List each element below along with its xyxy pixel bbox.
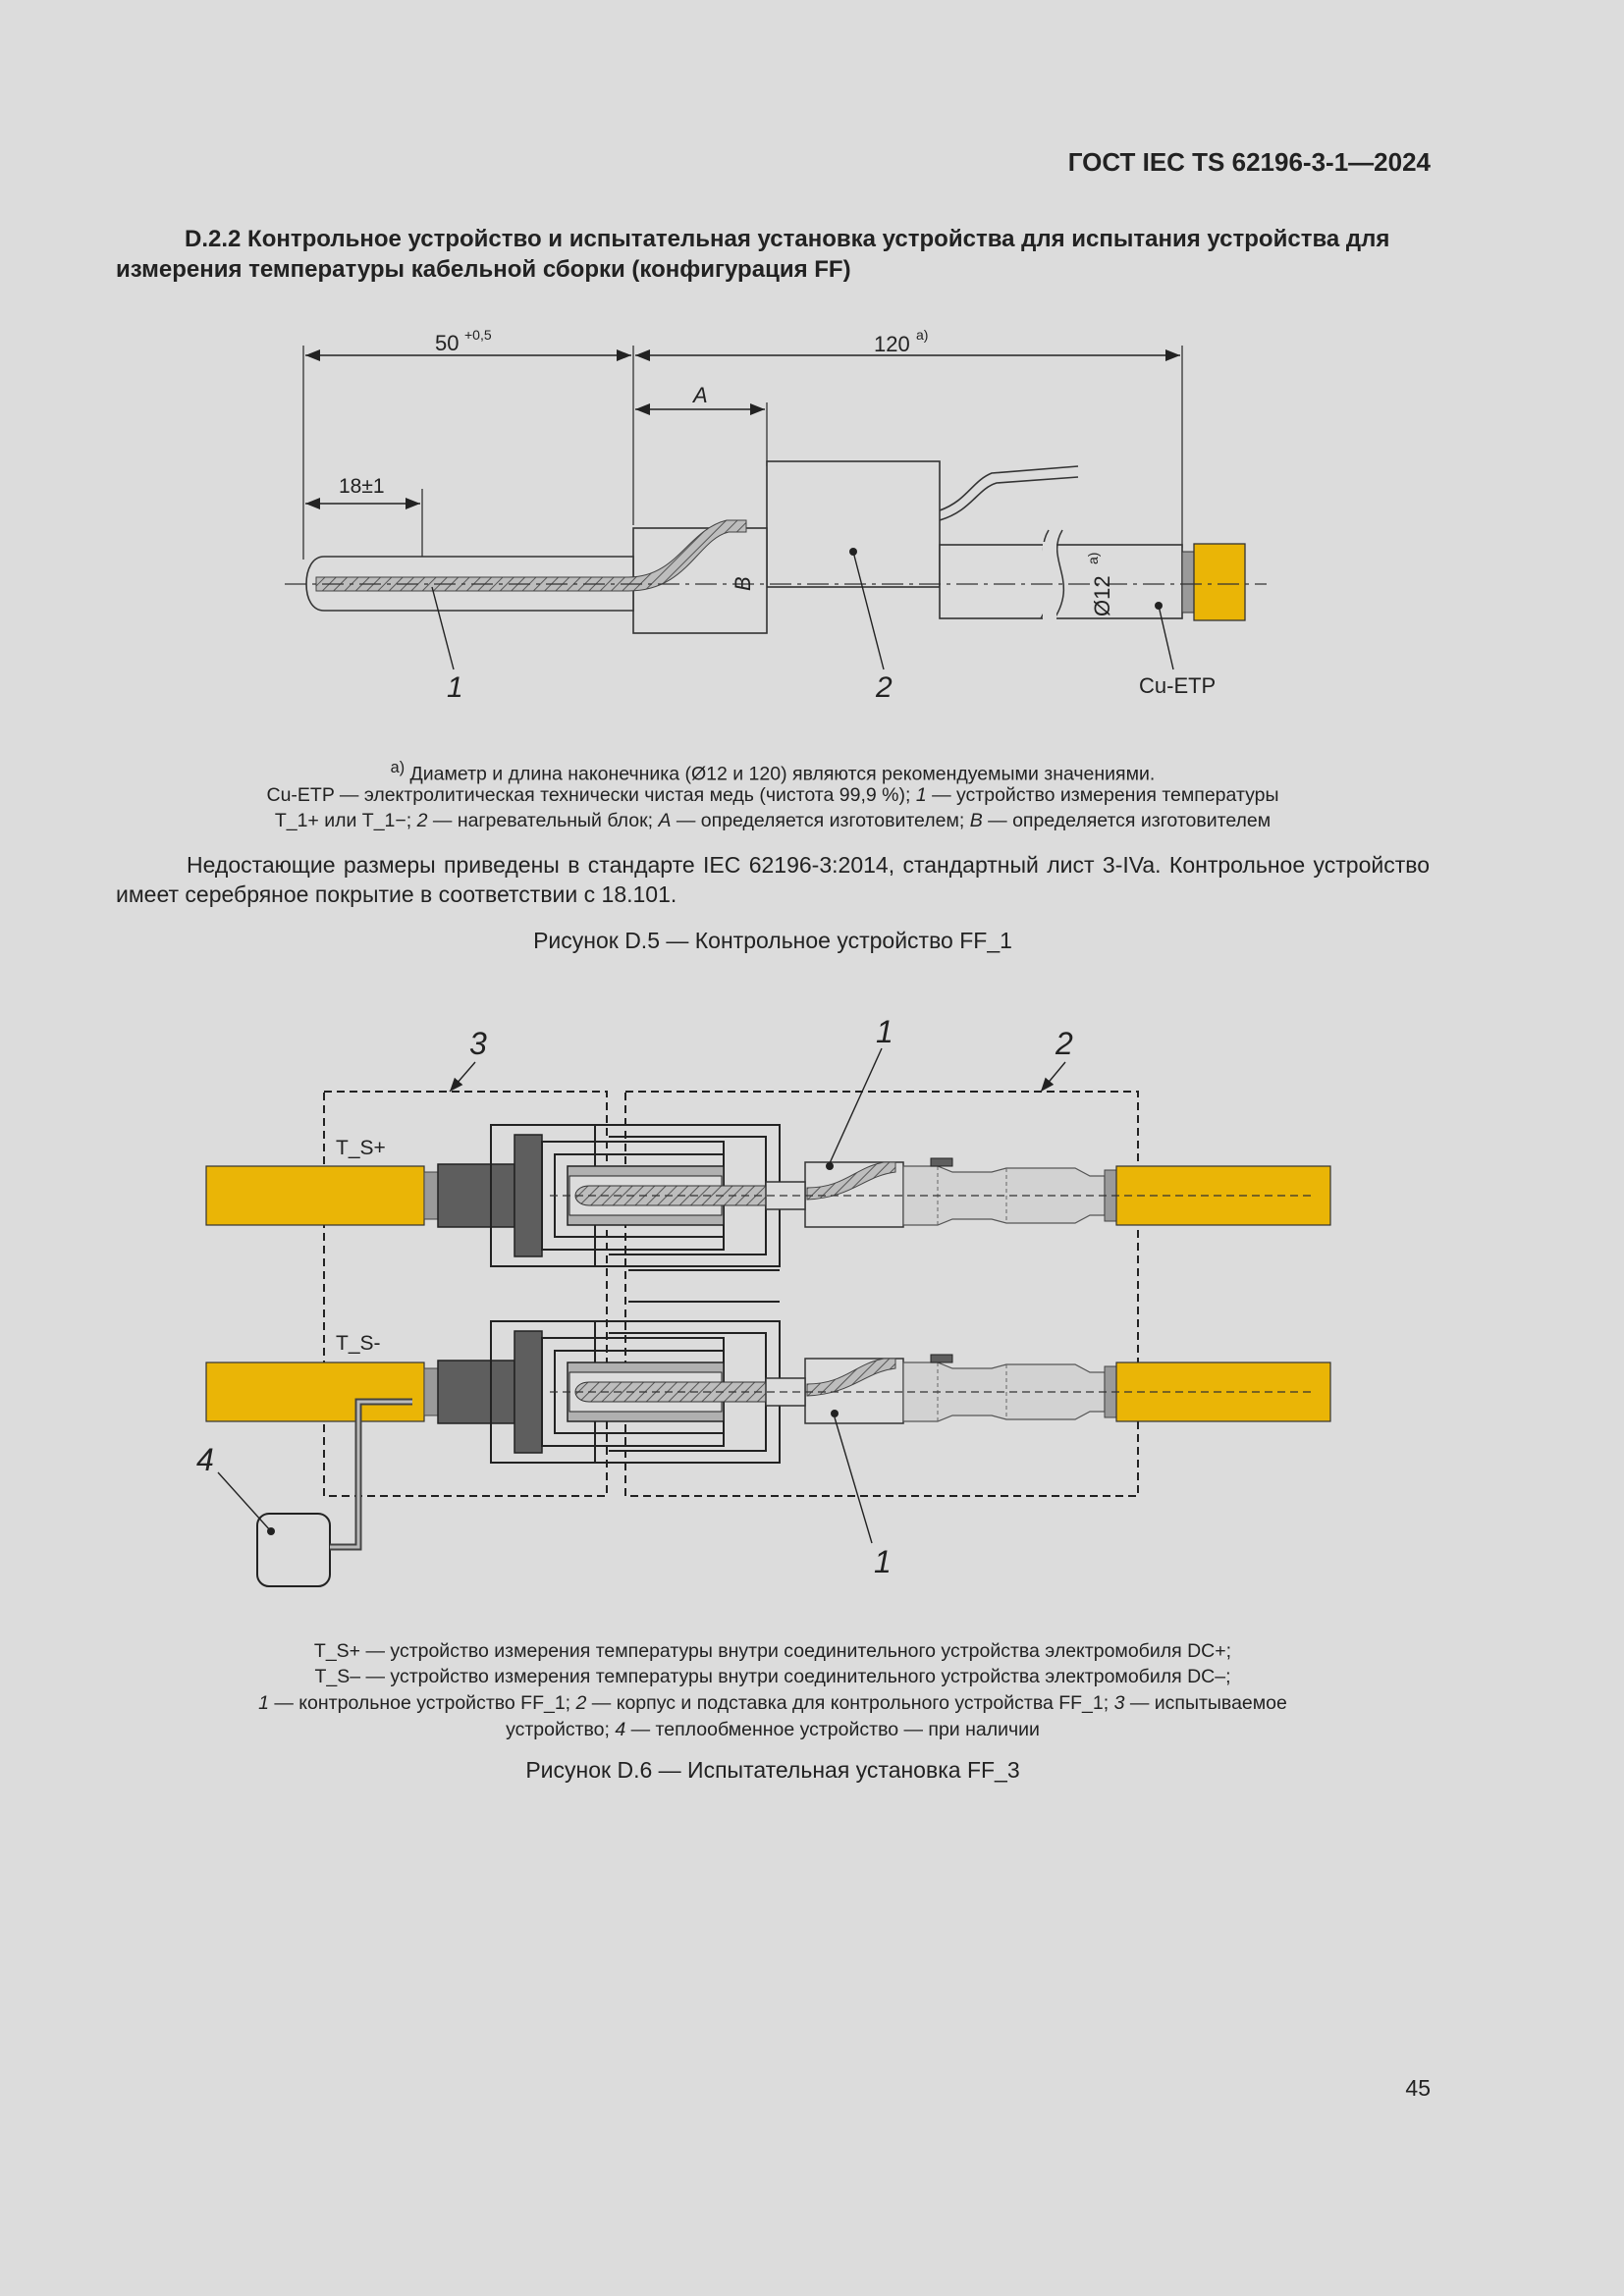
label-1: 1 [447,671,463,704]
legend-text: — устройство измерения температуры [926,784,1279,806]
footnote-text: Диаметр и длина наконечника (Ø12 и 120) являются рекомендуемыми значениями. [409,763,1156,785]
legend-key: 2 [416,810,428,831]
dim-50-tolerance: +0,5 [464,327,492,343]
legend-text: — испытываемое [1124,1692,1287,1714]
section-title: Контрольное устройство и испытательная установка устройства для испытания устройства для измерения температуры кабельной сборки (конфигурация FF) [116,226,1390,283]
figure-d5-legend-line2 [116,807,1430,834]
label-1-bottom: 1 [874,1544,892,1579]
dim-diameter: Ø12 [1090,575,1114,616]
label-ts-minus: T_S- [336,1332,381,1355]
dim-18: 18±1 [339,475,385,498]
legend-text: T_1+ или T_1−; [274,810,417,831]
legend-key: A [658,810,672,831]
figure-d6-drawing [0,1001,1624,1610]
dim-120-note: a) [916,327,929,343]
figure-d5-paragraph [116,850,1430,909]
section-number: D.2.2 [185,226,242,252]
label-2: 2 [1056,1026,1073,1061]
label-cu-etp: Cu-ETP [1139,673,1217,698]
legend-text: устройство; [506,1719,616,1740]
dim-120: 120 [874,332,910,356]
legend-key: 4 [615,1719,626,1740]
legend-key: 3 [1113,1692,1125,1714]
figure-d5-drawing [0,324,1624,717]
legend-key: 2 [575,1692,587,1714]
legend-text: — нагревательный блок; [427,810,659,831]
legend-key: 1 [915,784,927,806]
paragraph-text: Недостающие размеры приведены в стандарте IEC 62196-3:2014, стандартный лист 3-IVa. Контрольное устройство имеет серебряное покрытие в соответствии с 18.101. [116,852,1430,907]
label-4: 4 [196,1442,214,1477]
section-heading [116,224,1432,285]
label-1-top: 1 [876,1014,893,1049]
dim-a: A [693,383,708,407]
document-header: ГОСТ IEC TS 62196-3-1—2024 [1067,147,1431,177]
legend-text: — определяется изготовителем; [671,810,970,831]
figure-d5-legend-line1 [116,781,1430,809]
footnote-mark: a) [390,759,406,776]
legend-text: — контрольное устройство FF_1; [268,1692,576,1714]
label-3: 3 [469,1026,487,1061]
dim-b: B [731,576,755,591]
dim-50: 50 [435,331,460,355]
figure-d6-legend-line3 [116,1689,1430,1717]
label-ts-plus: T_S+ [336,1137,386,1159]
legend-text: — теплообменное устройство — при наличии [625,1719,1040,1740]
legend-key: 1 [258,1692,269,1714]
legend-text: — определяется изготовителем [982,810,1272,831]
figure-d6-caption: Рисунок D.6 — Испытательная установка FF_3 [525,1757,1020,1783]
figure-d6-legend-line1: T_S+ — устройство измерения температуры внутри соединительного устройства электромобиля DC+; [313,1640,1232,1662]
legend-text: Cu-ETP — электролитическая технически чистая медь (чистота 99,9 %); [266,784,916,806]
dim-diameter-note: a) [1085,552,1101,564]
figure-d5-caption: Рисунок D.5 — Контрольное устройство FF_1 [533,928,1012,953]
legend-key: B [969,810,983,831]
legend-text: — корпус и подставка для контрольного устройства FF_1; [586,1692,1114,1714]
figure-d6-legend-line4 [116,1716,1430,1743]
page-number: 45 [1405,2075,1431,2101]
figure-d6-legend-line2: T_S– — устройство измерения температуры внутри соединительного устройства электромобиля DC–; [314,1666,1231,1687]
label-2: 2 [876,671,893,704]
